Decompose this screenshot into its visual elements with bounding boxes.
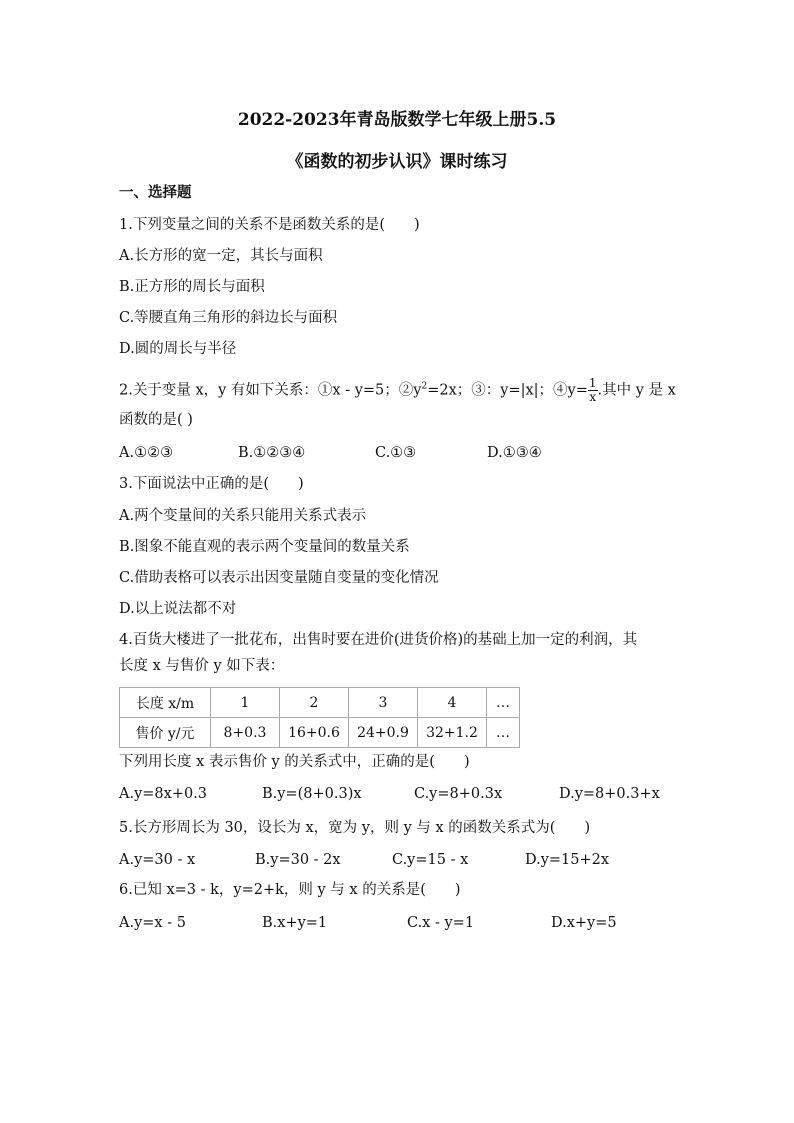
- table-cell: 16+0.6: [280, 718, 349, 748]
- table-cell: 8+0.3: [211, 718, 280, 748]
- q4-option-c: C.y=8+0.3x: [414, 786, 503, 802]
- q4-stem-line2: 长度 x 与售价 y 如下表：: [119, 658, 285, 674]
- q2-option-d: D.①③④: [487, 445, 542, 461]
- table-cell: 售价 y/元: [120, 718, 211, 748]
- q6-option-d: D.x+y=5: [551, 915, 617, 931]
- table-cell: 2: [280, 688, 349, 718]
- q6-stem: 6.已知 x=3 - k，y=2+k，则 y 与 x 的关系是( ): [119, 882, 461, 898]
- q1-stem: 1.下列变量之间的关系不是函数关系的是( ): [119, 217, 420, 233]
- q1-option-c: C.等腰直角三角形的斜边长与面积: [119, 310, 338, 326]
- q6-option-c: C.x - y=1: [407, 915, 475, 931]
- table-row: [120, 718, 520, 748]
- q2-option-b: B.①②③④: [238, 445, 306, 461]
- q4-option-d: D.y=8+0.3+x: [559, 786, 660, 802]
- q3-option-b: B.图象不能直观的表示两个变量间的数量关系: [119, 539, 410, 555]
- frac-denominator: x: [589, 390, 597, 404]
- q5-option-c: C.y=15 - x: [392, 852, 469, 868]
- q5-option-b: B.y=30 - 2x: [255, 852, 341, 868]
- q2-stem-a: 2.关于变量 x，y 有如下关系：①x - y=5；②y: [119, 382, 422, 399]
- q2-option-c: C.①③: [375, 445, 417, 461]
- table-cell: …: [487, 688, 520, 718]
- q4-question: 下列用长度 x 表示售价 y 的关系式中，正确的是( ): [119, 754, 470, 770]
- table-cell: 长度 x/m: [120, 688, 211, 718]
- q5-option-a: A.y=30 - x: [119, 852, 196, 868]
- q5-option-d: D.y=15+2x: [525, 852, 610, 868]
- q3-option-d: D.以上说法都不对: [119, 601, 237, 617]
- q1-option-b: B.正方形的周长与面积: [119, 279, 265, 295]
- q4-stem-line1: 4.百货大楼进了一批花布，出售时要在进价(进货价格)的基础上加一定的利润，其: [119, 632, 638, 648]
- q6-option-a: A.y=x - 5: [119, 915, 186, 931]
- q5-stem: 5.长方形周长为 30，设长为 x，宽为 y，则 y 与 x 的函数关系式为( ): [119, 820, 591, 836]
- table-cell: 3: [349, 688, 418, 718]
- q4-option-b: B.y=(8+0.3)x: [262, 786, 362, 802]
- section-heading: 一、选择题: [119, 185, 192, 201]
- table-cell: 32+1.2: [418, 718, 487, 748]
- table-cell: 24+0.9: [349, 718, 418, 748]
- q4-option-a: A.y=8x+0.3: [119, 786, 208, 802]
- q3-stem: 3.下面说法中正确的是( ): [119, 476, 304, 492]
- table-cell: …: [487, 718, 520, 748]
- q2-sup: 2: [421, 381, 428, 392]
- q4-table: [119, 687, 520, 748]
- q3-option-c: C.借助表格可以表示出因变量随自变量的变化情况: [119, 570, 439, 586]
- table-cell: 4: [418, 688, 487, 718]
- q1-option-a: A.长方形的宽一定，其长与面积: [119, 248, 323, 264]
- q2-stem: [119, 377, 676, 404]
- table-cell: 1: [211, 688, 280, 718]
- q3-option-a: A.两个变量间的关系只能用关系式表示: [119, 508, 367, 524]
- table-row: [120, 688, 520, 718]
- title-line-1: 2022-2023年青岛版数学七年级上册5.5: [237, 110, 557, 130]
- q6-option-b: B.x+y=1: [262, 915, 328, 931]
- q2-option-a: A.①②③: [119, 445, 174, 461]
- q2-stem-c: .其中 y 是 x: [597, 382, 676, 399]
- q1-option-d: D.圆的周长与半径: [119, 341, 237, 357]
- q2-stem-line2: 函数的是( ): [119, 412, 193, 428]
- q2-stem-b: =2x；③：y=|x|；④y=: [427, 382, 588, 399]
- frac-numerator: 1: [588, 376, 597, 390]
- q2-fraction: [588, 377, 598, 404]
- title-line-2: 《函数的初步认识》课时练习: [286, 152, 508, 172]
